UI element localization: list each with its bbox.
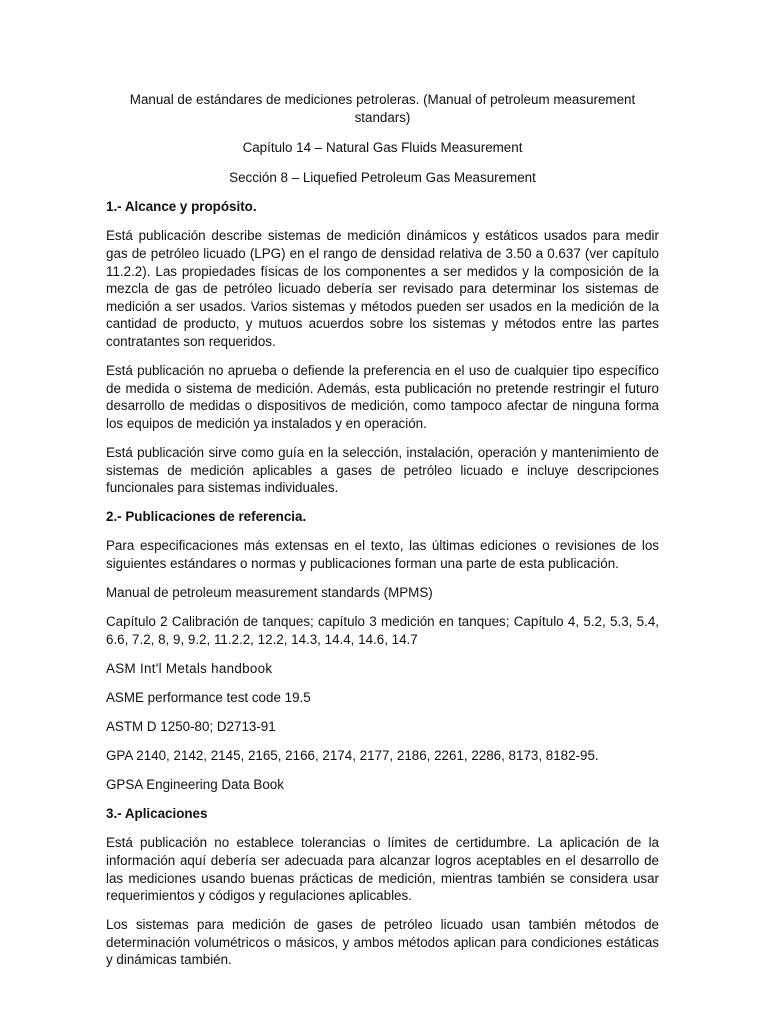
reference-gpa: GPA 2140, 2142, 2145, 2165, 2166, 2174, 2177, 2186, 2261, 2286, 8173, 8182-95.	[106, 748, 599, 764]
chapter-title: Capítulo 14 – Natural Gas Fluids Measurement	[242, 139, 523, 155]
reference-asm: ASM Int'l Metals handbook	[106, 660, 273, 676]
heading-applications: 3.- Aplicaciones	[106, 806, 208, 822]
reference-asme: ASME performance test code 19.5	[106, 689, 311, 705]
document-title: Manual de estándares de mediciones petroleras. (Manual of petroleum measurement standars)	[129, 92, 636, 125]
paragraph-applications-1: Está publicación no establece tolerancias o límites de certidumbre. La aplicación de la información aquí debería ser adecuada para alcanzar logros aceptables en el desarrollo de las mediciones usando buenas prácticas de medición, mientras también se considera usar requerimientos y códigos y regulaciones aplicables.	[106, 835, 659, 904]
heading-scope: 1.- Alcance y propósito.	[106, 199, 257, 215]
paragraph-scope-1: Está publicación describe sistemas de medición dinámicos y estáticos usados para medir gas de petróleo licuado (LPG) en el rango de densidad relativa de 3.50 a 0.637 (ver capítulo 11.2.2). Las propiedades físicas de los componentes a ser medidos y la composición de la mezcla de gas de petróleo licuado debería ser revisado para determinar los sistemas de medición a ser usados. Varios sistemas y métodos pueden ser usados en la medición de la cantidad de producto, y mutuos acuerdos sobre los sistemas y métodos entre las partes contratantes son requeridos.	[106, 228, 659, 350]
paragraph-references: Para especificaciones más extensas en el texto, las últimas ediciones o revisiones de los siguientes estándares o normas y publicaciones forman una parte de esta publicación.	[106, 538, 659, 571]
heading-references: 2.- Publicaciones de referencia.	[106, 509, 307, 525]
paragraph-scope-2: Está publicación no aprueba o defiende la preferencia en el uso de cualquier tipo específico de medida o sistema de medición. Además, esta publicación no pretende restringir el futuro desarrollo de medidas o dispositivos de medición, como tampoco afectar de ninguna forma los equipos de medición ya instalados y en operación.	[106, 363, 659, 431]
reference-chapters: Capítulo 2 Calibración de tanques; capítulo 3 medición en tanques; Capítulo 4, 5.2, 5.3, 5.4, 6.6, 7.2, 8, 9, 9.2, 11.2.2, 12.2, 14.3, 14.4, 14.6, 14.7	[106, 614, 659, 647]
section-title: Sección 8 – Liquefied Petroleum Gas Measurement	[229, 169, 536, 185]
paragraph-scope-3: Está publicación sirve como guía en la selección, instalación, operación y mantenimiento de sistemas de medición aplicables a gases de petróleo licuado e incluye descripciones funcionales para sistemas individuales.	[106, 445, 659, 496]
reference-mpms: Manual de petroleum measurement standards (MPMS)	[106, 585, 433, 601]
reference-gpsa: GPSA Engineering Data Book	[106, 777, 284, 793]
paragraph-applications-2: Los sistemas para medición de gases de petróleo licuado usan también métodos de determinación volumétricos o másicos, y ambos métodos aplican para condiciones estáticas y dinámicas también.	[106, 917, 659, 968]
reference-astm: ASTM D 1250-80; D2713-91	[106, 719, 276, 735]
